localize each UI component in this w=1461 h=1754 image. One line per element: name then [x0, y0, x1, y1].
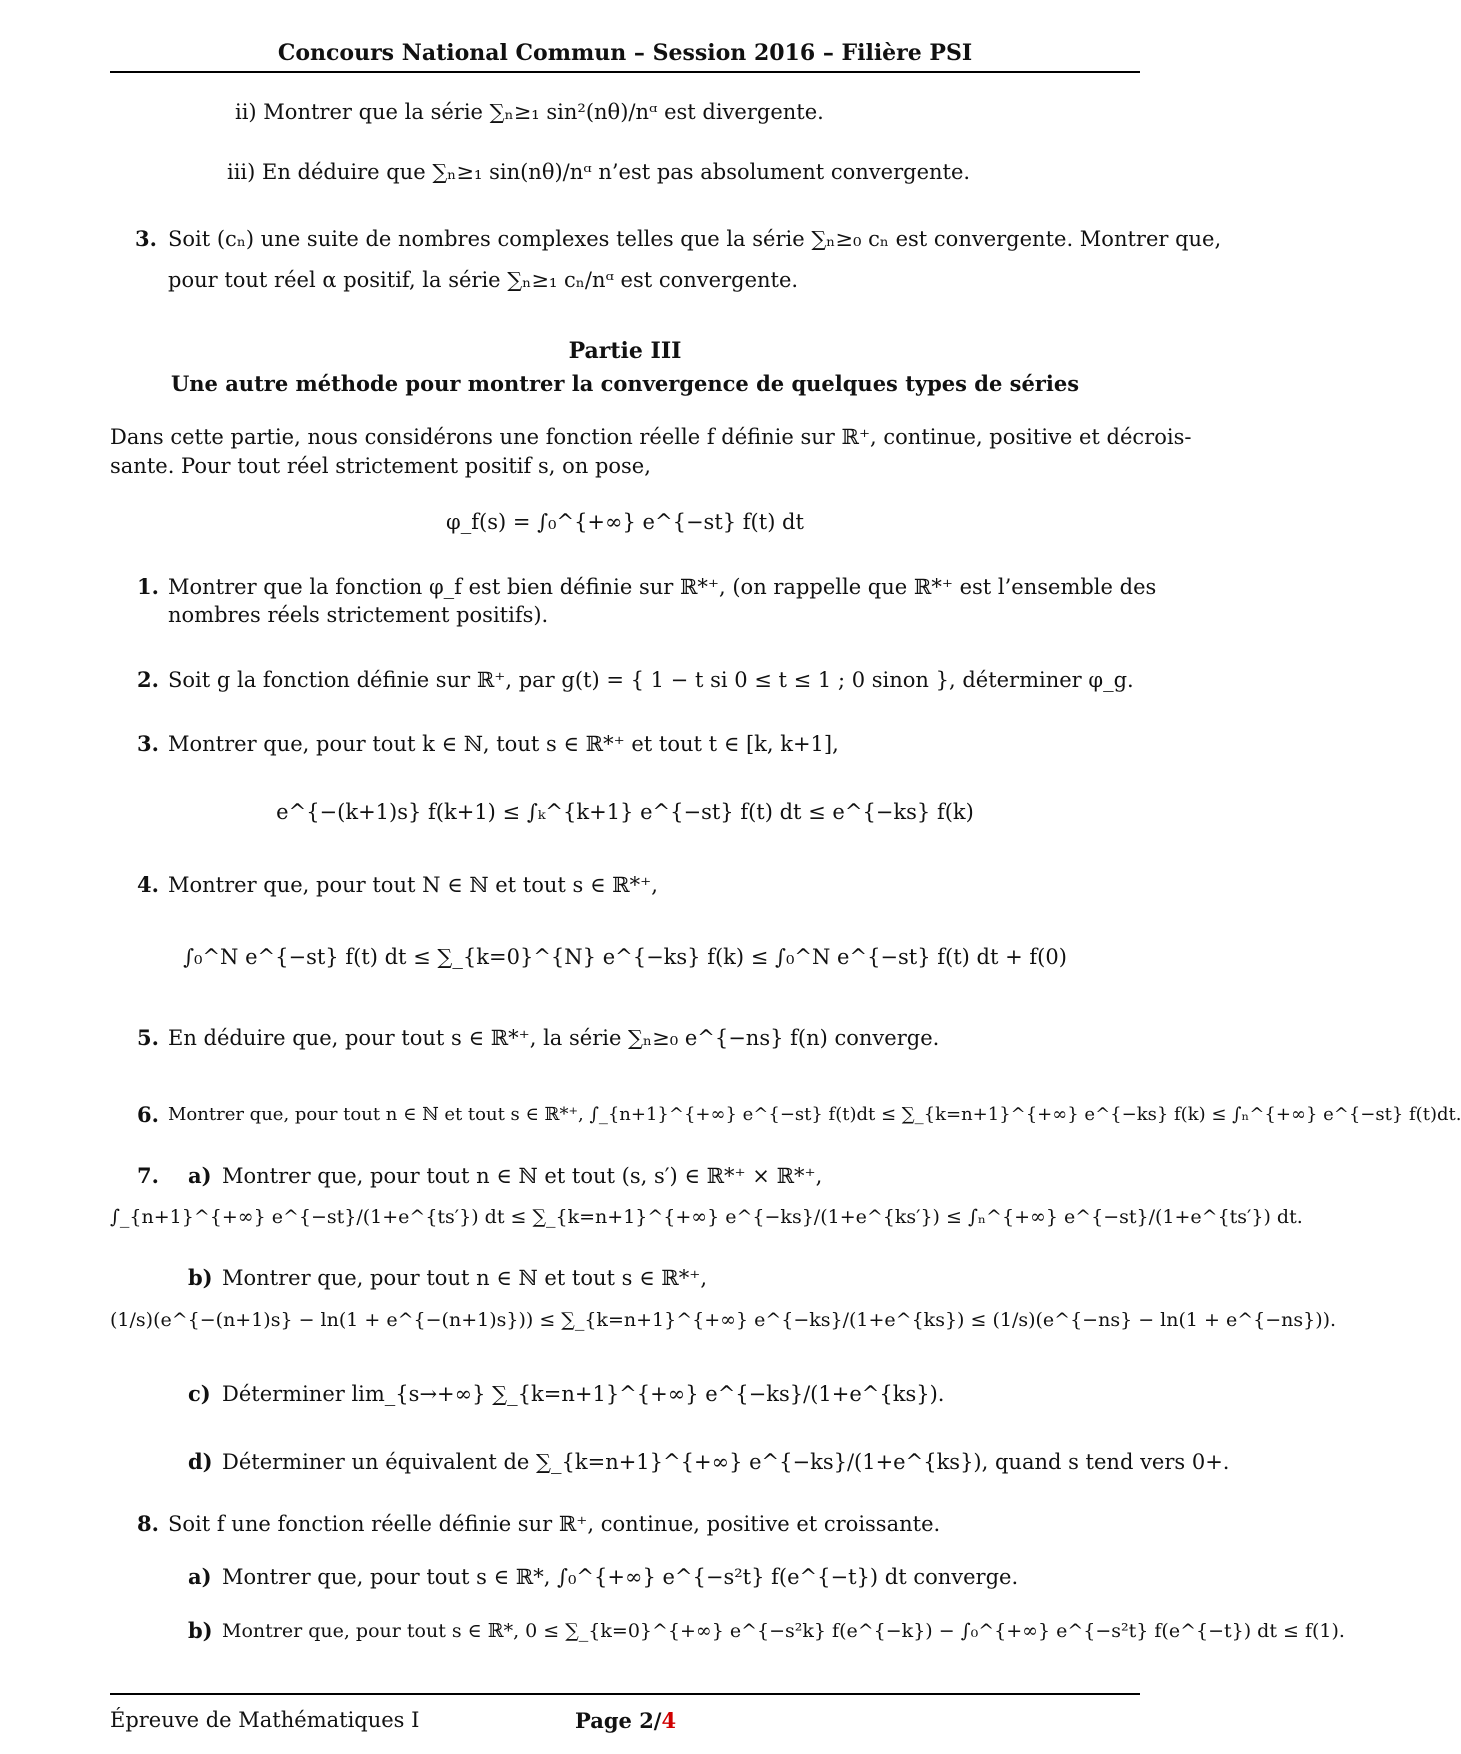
q5-text: En déduire que, pour tout s ∈ ℝ*⁺, la série ∑ₙ≥₀ e^{−ns} f(n) converge.	[168, 1026, 940, 1050]
intro-line-1: Dans cette partie, nous considérons une fonction réelle f définie sur ℝ⁺, continue, positive et décrois-	[110, 425, 1192, 449]
q1-text-2: nombres réels strictement positifs).	[168, 603, 549, 627]
q6-text: Montrer que, pour tout n ∈ ℕ et tout s ∈ ℝ*⁺, ∫_{n+1}^{+∞} e^{−st} f(t)dt ≤ ∑_{k=n+1}^{+∞} e^{−ks} f(k) ≤ ∫ₙ^{+∞} e^{−st} f(t)dt.	[168, 1104, 1461, 1125]
q8a-label: a)	[188, 1564, 212, 1589]
part-subtitle: Une autre méthode pour montrer la convergence de quelques types de séries	[170, 371, 1080, 396]
phi-definition: φ_f(s) = ∫₀^{+∞} e^{−st} f(t) dt	[446, 510, 804, 534]
page-total-link[interactable]: 4	[661, 1708, 677, 1733]
q4-number: 4.	[137, 872, 159, 897]
part-title: Partie III	[568, 338, 682, 364]
intro-line-2: sante. Pour tout réel strictement positif s, on pose,	[110, 454, 651, 478]
q3-text-2: pour tout réel α positif, la série ∑ₙ≥₁ cₙ/nᵅ est convergente.	[168, 268, 799, 292]
footer-exam-name: Épreuve de Mathématiques I	[110, 1708, 420, 1732]
q7-number: 7.	[137, 1163, 159, 1188]
q7b-formula: (1/s)(e^{−(n+1)s} − ln(1 + e^{−(n+1)s})) ≤ ∑_{k=n+1}^{+∞} e^{−ks}/(1+e^{ks}) ≤ (1/s)(e^{−ns} − ln(1 + e^{−ns})).	[110, 1309, 1337, 1331]
q7b-label: b)	[188, 1265, 213, 1290]
q4-formula: ∫₀^N e^{−st} f(t) dt ≤ ∑_{k=0}^{N} e^{−ks} f(k) ≤ ∫₀^N e^{−st} f(t) dt + f(0)	[183, 945, 1067, 969]
header-rule	[110, 71, 1140, 73]
q7a-text: Montrer que, pour tout n ∈ ℕ et tout (s, s′) ∈ ℝ*⁺ × ℝ*⁺,	[222, 1164, 823, 1188]
q8a-text: Montrer que, pour tout s ∈ ℝ*, ∫₀^{+∞} e^{−s²t} f(e^{−t}) dt converge.	[222, 1565, 1019, 1589]
q8-number: 8.	[137, 1511, 159, 1536]
q7a-label: a)	[188, 1163, 212, 1188]
q4-text: Montrer que, pour tout N ∈ ℕ et tout s ∈ ℝ*⁺,	[168, 873, 658, 897]
item-ii: ii) Montrer que la série ∑ₙ≥₁ sin²(nθ)/nᵅ est divergente.	[235, 100, 824, 124]
footer-rule	[110, 1693, 1140, 1695]
q7c-label: c)	[188, 1381, 211, 1406]
q7b-text: Montrer que, pour tout n ∈ ℕ et tout s ∈ ℝ*⁺,	[222, 1266, 708, 1290]
q3b-text: Montrer que, pour tout k ∈ ℕ, tout s ∈ ℝ*⁺ et tout t ∈ [k, k+1],	[168, 732, 839, 756]
q3-text-1: Soit (cₙ) une suite de nombres complexes telles que la série ∑ₙ≥₀ cₙ est convergente. Montrer que,	[168, 227, 1222, 251]
footer-page-number	[575, 1708, 676, 1733]
q2-text: Soit g la fonction définie sur ℝ⁺, par g(t) = { 1 − t si 0 ≤ t ≤ 1 ; 0 sinon }, déterminer φ_g.	[168, 668, 1134, 692]
q6-number: 6.	[137, 1102, 159, 1127]
q8b-text: Montrer que, pour tout s ∈ ℝ*, 0 ≤ ∑_{k=0}^{+∞} e^{−s²k} f(e^{−k}) − ∫₀^{+∞} e^{−s²t} f(e^{−t}) dt ≤ f(1).	[222, 1620, 1345, 1642]
q7c-text: Déterminer lim_{s→+∞} ∑_{k=n+1}^{+∞} e^{−ks}/(1+e^{ks}).	[222, 1382, 945, 1406]
q3-number: 3.	[135, 226, 157, 251]
q3b-formula: e^{−(k+1)s} f(k+1) ≤ ∫ₖ^{k+1} e^{−st} f(t) dt ≤ e^{−ks} f(k)	[276, 800, 974, 824]
page-header: Concours National Commun – Session 2016 – Filière PSI	[277, 40, 973, 66]
page-label: Page 2/	[575, 1708, 662, 1733]
q2-number: 2.	[137, 667, 159, 692]
q1-text-1: Montrer que la fonction φ_f est bien définie sur ℝ*⁺, (on rappelle que ℝ*⁺ est l’ensemble des	[168, 575, 1157, 599]
q8b-label: b)	[188, 1618, 213, 1643]
q5-number: 5.	[137, 1025, 159, 1050]
q7d-label: d)	[188, 1449, 213, 1474]
item-iii: iii) En déduire que ∑ₙ≥₁ sin(nθ)/nᵅ n’est pas absolument convergente.	[227, 160, 971, 184]
q7d-text: Déterminer un équivalent de ∑_{k=n+1}^{+∞} e^{−ks}/(1+e^{ks}), quand s tend vers 0+.	[222, 1450, 1230, 1474]
q7a-formula: ∫_{n+1}^{+∞} e^{−st}/(1+e^{ts′}) dt ≤ ∑_{k=n+1}^{+∞} e^{−ks}/(1+e^{ks′}) ≤ ∫ₙ^{+∞} e^{−st}/(1+e^{ts′}) dt.	[110, 1206, 1303, 1228]
q1-number: 1.	[137, 574, 159, 599]
q3b-number: 3.	[137, 731, 159, 756]
q8-text: Soit f une fonction réelle définie sur ℝ⁺, continue, positive et croissante.	[168, 1512, 941, 1536]
